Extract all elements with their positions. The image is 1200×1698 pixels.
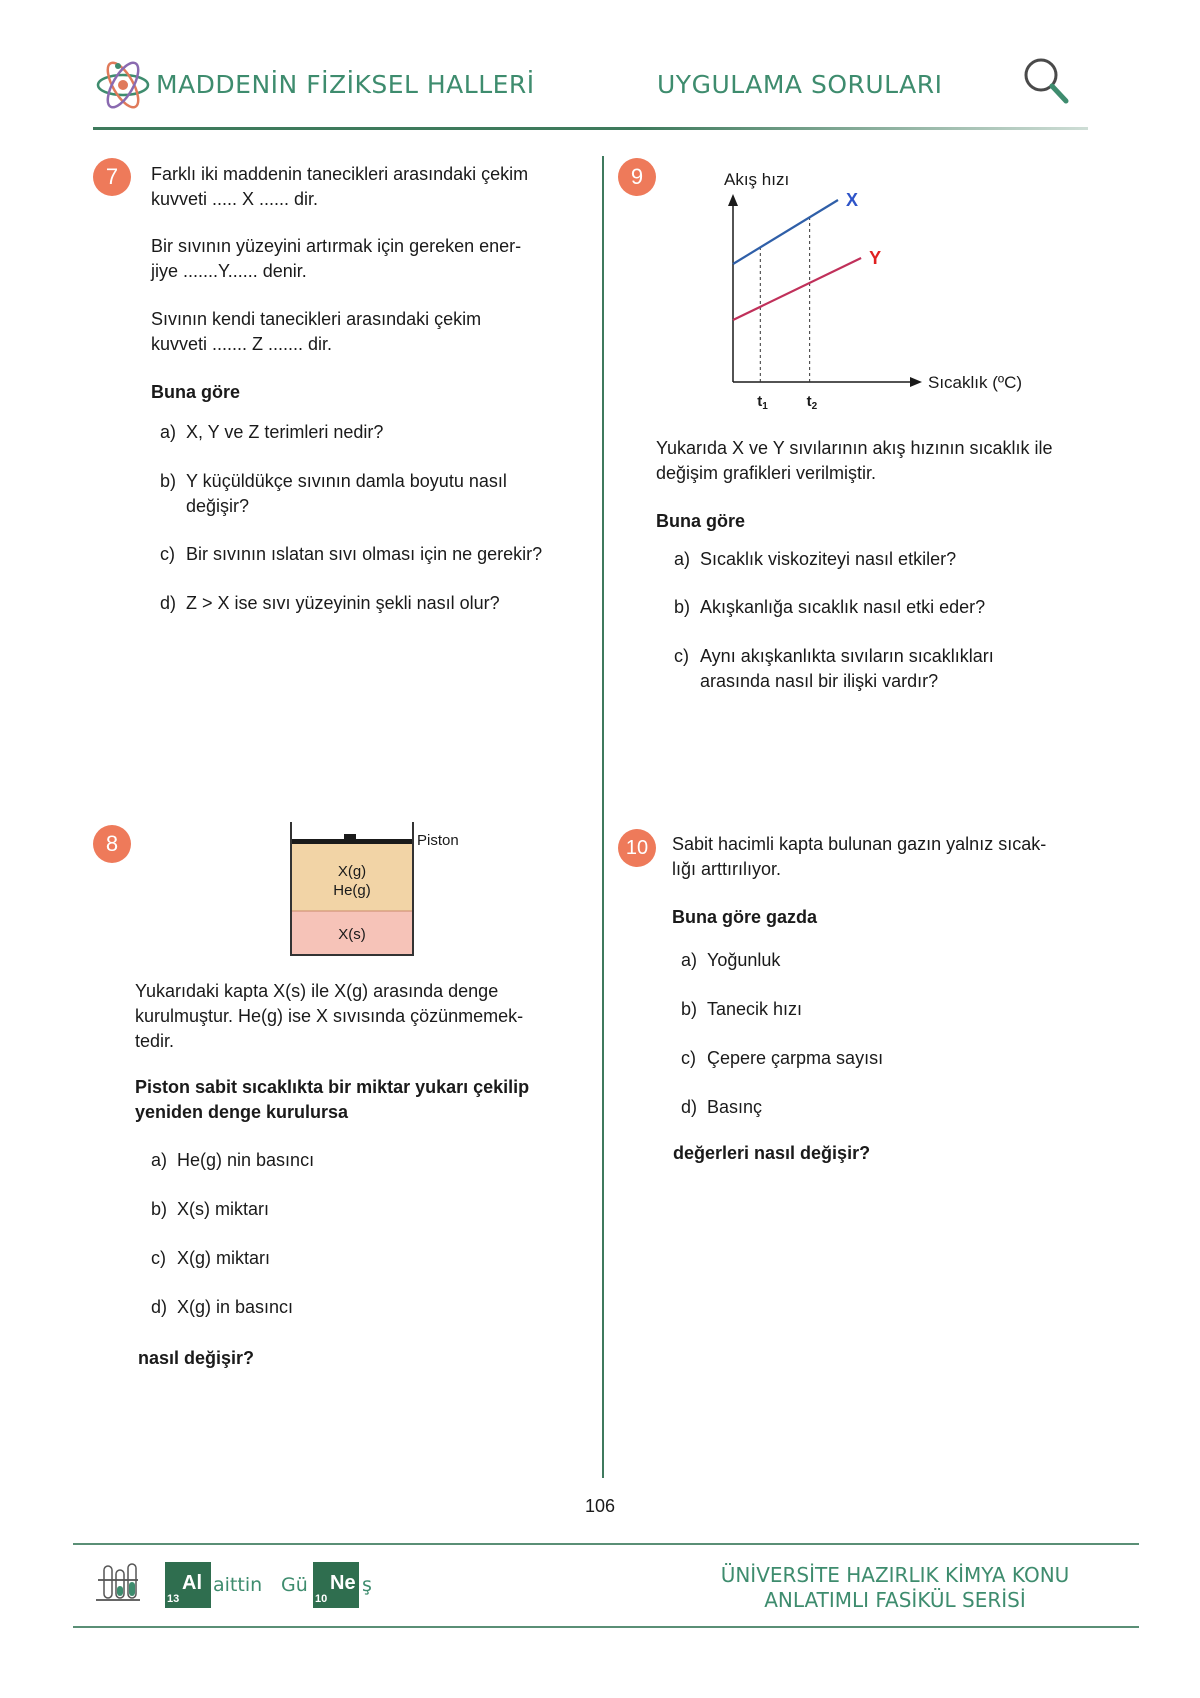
brand-text-1: aittin bbox=[213, 1574, 263, 1596]
brand-text-3: ş bbox=[362, 1574, 372, 1596]
page-number: 106 bbox=[585, 1496, 616, 1516]
piston-container-diagram bbox=[285, 820, 485, 960]
q7-paragraph-3: Sıvının kendi tanecikleri arasındaki çekim kuvveti ....... Z ....... dir. bbox=[151, 309, 482, 354]
q9-lead: Buna göre bbox=[656, 511, 746, 531]
q10-option-d: d) Basınç bbox=[681, 1097, 763, 1117]
footer-rule-top bbox=[73, 1543, 1139, 1545]
q7-paragraph-1: Farklı iki maddenin tanecikleri arasındaki çekim kuvveti ..... X ...... dir. bbox=[151, 164, 529, 209]
q9-option-c: c) Aynı akışkanlıkta sıvıların sıcaklıkları arasında nasıl bir ilişki vardır? bbox=[674, 646, 994, 691]
brand-text-2: Gü bbox=[281, 1574, 308, 1596]
magnifier-icon bbox=[1022, 56, 1070, 106]
chart-tick-label-1: $t_1$ bbox=[757, 393, 768, 410]
q9-option-a: a) Sıcaklık viskoziteyi nasıl etkiler? bbox=[674, 549, 957, 569]
q8-option-b: b) X(s) miktarı bbox=[151, 1199, 269, 1219]
q7-option-c: c) Bir sıvının ıslatan sıvı olması için ne gerekir? bbox=[160, 544, 543, 564]
q10-option-c: c) Çepere çarpma sayısı bbox=[681, 1048, 884, 1068]
piston-label: Piston bbox=[417, 832, 459, 849]
column-divider bbox=[602, 156, 604, 1478]
q10-paragraph: Sabit hacimli kapta bulunan gazın yalnız sıcak- lığı arttırılıyor. bbox=[672, 834, 1047, 879]
q7-option-d: d) Z > X ise sıvı yüzeyinin şekli nasıl olur? bbox=[160, 593, 500, 613]
chart-y-axis-label: Akış hızı bbox=[724, 170, 790, 189]
question-10-number: 10 bbox=[618, 829, 656, 867]
q9-paragraph: Yukarıda X ve Y sıvılarının akış hızının sıcaklık ile değişim grafikleri verilmiştir. bbox=[656, 438, 1053, 483]
piston-handle bbox=[344, 834, 356, 840]
chart-x-axis-arrow bbox=[910, 377, 922, 387]
q7-lead: Buna göre bbox=[151, 382, 241, 402]
series-title: ÜNİVERSİTE HAZIRLIK KİMYA KONU ANLATIMLI FASİKÜL SERİSİ bbox=[720, 1563, 1070, 1612]
q8-paragraph: Yukarıdaki kapta X(s) ile X(g) arasında denge kurulmuştur. He(g) ise X sıvısında çözünmemek- tedir. bbox=[135, 981, 524, 1051]
atom-logo-icon bbox=[94, 58, 152, 112]
q9-option-b: b) Akışkanlığa sıcaklık nasıl etki eder? bbox=[674, 597, 986, 617]
q10-lead: Buna göre gazda bbox=[672, 907, 818, 927]
header-section-title: UYGULAMA SORULARI bbox=[657, 70, 943, 99]
q8-lead: Piston sabit sıcaklıkta bir miktar yukarı çekilip yeniden denge kurulursa bbox=[135, 1077, 530, 1122]
header-chapter-title: MADDENİN FİZİKSEL HALLERİ bbox=[156, 70, 535, 99]
q8-closing: nasıl değişir? bbox=[138, 1348, 255, 1368]
chart-series-line-x bbox=[733, 200, 838, 264]
q10-option-a: a) Yoğunluk bbox=[681, 950, 781, 970]
gas-label-xg: X(g) bbox=[337, 863, 367, 880]
q7-option-a: a) X, Y ve Z terimleri nedir? bbox=[160, 422, 384, 442]
question-9-number: 9 bbox=[618, 158, 656, 196]
q8-option-c: c) X(g) miktarı bbox=[151, 1248, 271, 1268]
q8-option-a: a) He(g) nin basıncı bbox=[151, 1150, 315, 1170]
q8-option-d: d) X(g) in basıncı bbox=[151, 1297, 294, 1317]
chart-series-label-y: Y bbox=[869, 248, 882, 268]
chart-tick-label-2: $t_2$ bbox=[806, 393, 818, 410]
chart-y-axis-arrow bbox=[728, 194, 738, 206]
flow-rate-chart bbox=[700, 160, 1060, 410]
q7-option-b: b) Y küçüldükçe sıvının damla boyutu nasıl değişir? bbox=[160, 471, 507, 516]
footer-rule-bottom bbox=[73, 1626, 1139, 1628]
chart-series-line-y bbox=[733, 258, 861, 320]
q10-option-b: b) Tanecik hızı bbox=[681, 999, 803, 1019]
q10-closing: değerleri nasıl değişir? bbox=[673, 1143, 871, 1163]
header-rule bbox=[93, 127, 1088, 130]
gas-label-heg: He(g) bbox=[333, 882, 371, 899]
chart-x-axis-label: Sıcaklık (ºC) bbox=[928, 373, 1023, 392]
brand-element-ne: 10 Ne bbox=[313, 1562, 359, 1608]
test-tubes-icon bbox=[92, 1558, 144, 1608]
brand-element-al: 13 Al bbox=[165, 1562, 211, 1608]
question-8-number: 8 bbox=[93, 825, 131, 863]
question-7-number: 7 bbox=[93, 158, 131, 196]
chart-series-label-x: X bbox=[846, 190, 859, 210]
q7-paragraph-2: Bir sıvının yüzeyini artırmak için gereken ener- jiye .......Y...... denir. bbox=[151, 236, 522, 281]
solid-label: X(s) bbox=[338, 926, 366, 943]
